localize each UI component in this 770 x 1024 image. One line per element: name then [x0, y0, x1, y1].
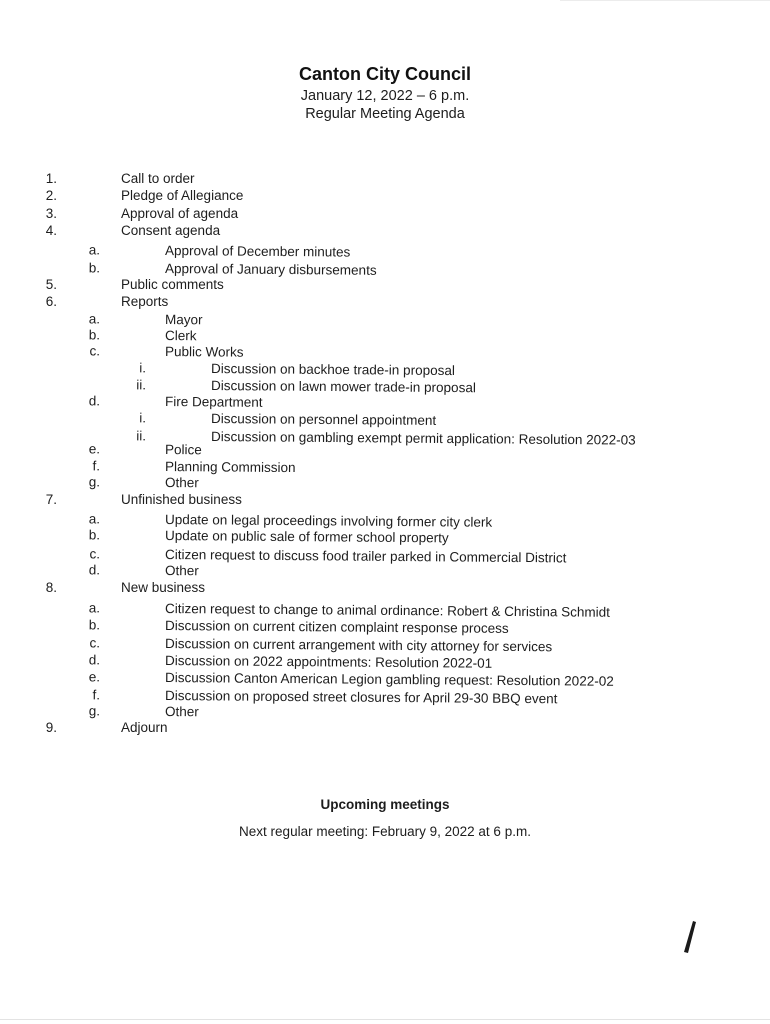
agenda-item-marker: 3.: [45, 206, 57, 221]
agenda-subitem: [88, 393, 263, 411]
agenda-item-text: Call to order: [121, 171, 195, 186]
agenda-item: [45, 276, 224, 293]
agenda-subitem: [89, 546, 567, 566]
agenda-item-marker: c.: [89, 546, 101, 562]
agenda-subitem: [92, 687, 558, 707]
agenda-item-marker: d.: [88, 393, 101, 409]
agenda-item-marker: g.: [88, 474, 101, 490]
agenda-item-marker: a.: [88, 242, 101, 258]
agenda-item-text: Reports: [121, 294, 169, 309]
agenda-item-text: Mayor: [164, 312, 203, 328]
agenda-item-text: Other: [164, 475, 199, 491]
agenda-item-text: Discussion on backhoe trade-in proposal: [210, 361, 455, 379]
agenda-subitem: [88, 562, 199, 579]
agenda-item-marker: g.: [88, 703, 101, 719]
agenda-item-marker: c.: [89, 343, 101, 359]
agenda-item: [45, 579, 206, 596]
agenda-item-marker: e.: [88, 441, 101, 457]
agenda-item-marker: f.: [92, 458, 101, 474]
agenda-item-marker: 4.: [45, 223, 57, 238]
agenda-item-text: Public comments: [121, 277, 224, 292]
scan-artifact-top: [560, 0, 770, 1]
next-meeting-text: Next regular meeting: February 9, 2022 at 6 p.m.: [239, 824, 531, 839]
agenda-subitem: [88, 703, 199, 720]
agenda-item: [45, 187, 244, 204]
meeting-date: January 12, 2022 – 6 p.m.: [300, 88, 470, 104]
agenda-subitem: [88, 242, 351, 261]
agenda-item-marker: b.: [88, 327, 101, 343]
agenda-item: [45, 222, 221, 239]
agenda-item-text: Citizen request to change to animal ordinance: Robert & Christina Schmidt: [164, 601, 611, 620]
agenda-item-marker: 2.: [45, 188, 57, 203]
agenda-item-marker: a.: [88, 511, 101, 527]
agenda-item-text: Adjourn: [121, 720, 168, 735]
agenda-item-marker: i.: [139, 360, 147, 376]
agenda-item-text: Police: [164, 442, 202, 458]
agenda-item-marker: 9.: [45, 720, 57, 735]
agenda-item: [45, 719, 168, 736]
agenda-item-marker: c.: [89, 635, 101, 651]
agenda-item-text: Discussion on 2022 appointments: Resolution 2022-01: [164, 653, 493, 671]
agenda-item-text: Discussion on personnel appointment: [210, 411, 437, 428]
agenda-item-text: Consent agenda: [121, 223, 221, 238]
agenda-item-text: Discussion on current citizen complaint response process: [164, 618, 509, 636]
agenda-item-text: Discussion on gambling exempt permit application: Resolution 2022-03: [210, 429, 636, 448]
document-title: Canton City Council: [299, 64, 471, 84]
agenda-item-text: Public Works: [164, 344, 244, 360]
agenda-subitem: [89, 343, 244, 361]
agenda-item-text: Update on public sale of former school property: [164, 528, 449, 546]
agenda-subitem: [88, 527, 449, 546]
agenda-item-text: Approval of January disbursements: [164, 261, 377, 278]
agenda-item-text: Fire Department: [164, 394, 263, 410]
agenda-item-text: Approval of agenda: [121, 206, 239, 221]
agenda-item-text: Other: [164, 704, 199, 720]
agenda-item-marker: d.: [88, 652, 101, 668]
agenda-subitem: [88, 327, 197, 344]
agenda-item: [45, 293, 169, 310]
agenda-item-text: Other: [164, 563, 199, 579]
agenda-item-marker: f.: [92, 687, 101, 703]
agenda-item: [45, 170, 195, 187]
agenda-item-text: Citizen request to discuss food trailer parked in Commercial District: [164, 547, 567, 566]
agenda-subitem: [88, 311, 203, 328]
agenda-item-text: Clerk: [164, 328, 197, 344]
agenda-subitem: [88, 474, 199, 491]
agenda-subitem: [88, 441, 202, 458]
agenda-item-marker: b.: [88, 260, 101, 276]
agenda-item-text: New business: [121, 580, 206, 595]
agenda-subsubitem: [139, 360, 455, 379]
agenda-item-marker: 7.: [45, 492, 57, 507]
agenda-item-text: Pledge of Allegiance: [121, 188, 244, 203]
document-subtitle: Regular Meeting Agenda: [305, 106, 465, 122]
agenda-item: [45, 491, 242, 508]
agenda-item-text: Discussion on current arrangement with city attorney for services: [164, 636, 553, 655]
agenda-item-text: Discussion on lawn mower trade-in proposal: [210, 378, 476, 396]
agenda-item-text: Update on legal proceedings involving former city clerk: [164, 512, 493, 530]
agenda-item-marker: 6.: [45, 294, 57, 309]
agenda-item-marker: 1.: [45, 171, 57, 186]
agenda-item-text: Approval of December minutes: [164, 243, 351, 260]
agenda-item-marker: i.: [139, 410, 147, 426]
agenda-item-marker: a.: [88, 311, 101, 327]
agenda-item-text: Discussion Canton American Legion gambling request: Resolution 2022-02: [164, 670, 614, 689]
agenda-item-marker: ii.: [136, 428, 147, 444]
agenda-item-marker: 5.: [45, 277, 57, 292]
agenda-item: [45, 205, 239, 222]
agenda-item-marker: e.: [88, 669, 101, 685]
scan-artifact-bottom: [0, 1019, 770, 1020]
agenda-item-marker: d.: [88, 562, 101, 578]
agenda-item-text: Planning Commission: [164, 459, 296, 476]
agenda-subsubitem: [136, 428, 636, 449]
agenda-subitem: [88, 617, 509, 637]
agenda-subsubitem: [139, 410, 437, 429]
upcoming-meetings-heading: Upcoming meetings: [320, 797, 450, 812]
agenda-item-text: Unfinished business: [121, 492, 242, 507]
agenda-item-marker: b.: [88, 527, 101, 543]
pen-mark: [682, 920, 698, 954]
agenda-item-marker: a.: [88, 600, 101, 616]
agenda-item-marker: b.: [88, 617, 101, 633]
agenda-item-text: Discussion on proposed street closures for April 29-30 BBQ event: [164, 688, 558, 707]
agenda-item-marker: ii.: [136, 377, 147, 393]
agenda-item-marker: 8.: [45, 580, 57, 595]
